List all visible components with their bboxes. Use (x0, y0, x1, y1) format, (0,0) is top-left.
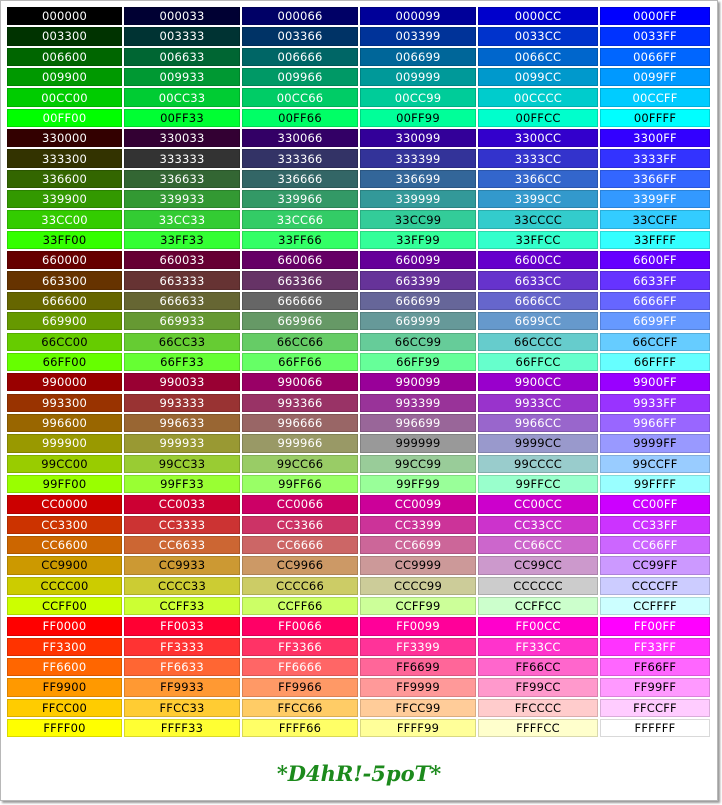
color-swatch: FFFFFF (600, 719, 710, 737)
color-swatch: 99CCFF (600, 455, 710, 473)
color-swatch: 9900FF (600, 373, 710, 391)
color-swatch: FF00FF (600, 617, 710, 635)
color-swatch: 993333 (124, 394, 240, 412)
color-swatch: 33FF33 (124, 231, 240, 249)
color-swatch: CCCC66 (242, 577, 358, 595)
color-swatch: CCCC99 (360, 577, 476, 595)
color-swatch: 33FF66 (242, 231, 358, 249)
color-swatch: 990033 (124, 373, 240, 391)
color-swatch: 99FF99 (360, 475, 476, 493)
color-swatch: 336699 (360, 170, 476, 188)
color-swatch: 006666 (242, 48, 358, 66)
color-swatch: FFFF00 (7, 719, 122, 737)
color-row (7, 271, 712, 291)
color-swatch: CCFF99 (360, 597, 476, 615)
color-swatch: CC0000 (7, 495, 122, 513)
color-swatch: CC33FF (600, 516, 710, 534)
color-swatch: CC9999 (360, 556, 476, 574)
color-swatch: 669933 (124, 312, 240, 330)
color-swatch: 996699 (360, 414, 476, 432)
color-swatch: CCCCCC (478, 577, 598, 595)
color-swatch: 00FFCC (478, 109, 598, 127)
color-swatch: CC0066 (242, 495, 358, 513)
color-swatch: FF0099 (360, 617, 476, 635)
color-swatch: 6699FF (600, 312, 710, 330)
color-swatch: 660099 (360, 251, 476, 269)
color-swatch: 009933 (124, 68, 240, 86)
color-row (7, 7, 712, 27)
color-swatch: 6666CC (478, 292, 598, 310)
color-swatch: CCCC00 (7, 577, 122, 595)
color-swatch: CCFF33 (124, 597, 240, 615)
color-swatch: FF3300 (7, 638, 122, 656)
color-swatch: 33FFCC (478, 231, 598, 249)
color-row (7, 638, 712, 658)
color-swatch: FF33FF (600, 638, 710, 656)
color-swatch: 66FF99 (360, 353, 476, 371)
color-swatch: 333399 (360, 149, 476, 167)
color-swatch: 66CC33 (124, 333, 240, 351)
color-swatch: 003300 (7, 27, 122, 45)
color-swatch: FF9999 (360, 678, 476, 696)
color-swatch: 00FF99 (360, 109, 476, 127)
color-swatch: 3333CC (478, 149, 598, 167)
color-swatch: 330000 (7, 129, 122, 147)
color-swatch: 000000 (7, 7, 122, 25)
color-swatch: 660066 (242, 251, 358, 269)
color-swatch: 663399 (360, 271, 476, 289)
color-swatch: FF6666 (242, 658, 358, 676)
color-swatch: CC66FF (600, 536, 710, 554)
color-swatch: CCFF00 (7, 597, 122, 615)
color-swatch: 993399 (360, 394, 476, 412)
color-swatch: 669966 (242, 312, 358, 330)
color-swatch: FFCCFF (600, 699, 710, 717)
color-swatch: CC0033 (124, 495, 240, 513)
signature-text: *D4hR!-5poT* (276, 761, 442, 786)
color-swatch: 339933 (124, 190, 240, 208)
color-swatch: 3399CC (478, 190, 598, 208)
color-swatch: 66FF00 (7, 353, 122, 371)
color-swatch: 000066 (242, 7, 358, 25)
color-swatch: 0066FF (600, 48, 710, 66)
color-row (7, 292, 712, 312)
color-swatch: 00CC66 (242, 88, 358, 106)
color-row (7, 495, 712, 515)
color-swatch: 00CC99 (360, 88, 476, 106)
color-swatch: 333366 (242, 149, 358, 167)
color-swatch: CCFFFF (600, 597, 710, 615)
color-swatch: FF9900 (7, 678, 122, 696)
color-swatch: 0033CC (478, 27, 598, 45)
color-swatch: CC3333 (124, 516, 240, 534)
color-swatch: 990066 (242, 373, 358, 391)
color-row (7, 88, 712, 108)
color-swatch: 9933CC (478, 394, 598, 412)
color-row (7, 210, 712, 230)
color-swatch: FFFF99 (360, 719, 476, 737)
color-swatch: FF9966 (242, 678, 358, 696)
color-swatch: 999999 (360, 434, 476, 452)
color-swatch: 3300CC (478, 129, 598, 147)
color-swatch: 996600 (7, 414, 122, 432)
color-row (7, 577, 712, 597)
color-swatch: 999966 (242, 434, 358, 452)
color-swatch: 9999FF (600, 434, 710, 452)
color-swatch: FF99CC (478, 678, 598, 696)
color-swatch: 990099 (360, 373, 476, 391)
color-swatch: 33FFFF (600, 231, 710, 249)
color-swatch: 660000 (7, 251, 122, 269)
color-swatch: CC6600 (7, 536, 122, 554)
color-swatch: 99CC00 (7, 455, 122, 473)
color-swatch: 33CC00 (7, 210, 122, 228)
color-swatch: CC99FF (600, 556, 710, 574)
color-swatch: 33CCCC (478, 210, 598, 228)
color-swatch: FF99FF (600, 678, 710, 696)
color-swatch: 009999 (360, 68, 476, 86)
color-swatch: 003333 (124, 27, 240, 45)
color-swatch: CC9900 (7, 556, 122, 574)
color-swatch: 0099CC (478, 68, 598, 86)
color-row (7, 414, 712, 434)
color-swatch: 009966 (242, 68, 358, 86)
color-swatch: FFFF33 (124, 719, 240, 737)
color-swatch: 006600 (7, 48, 122, 66)
color-swatch: FF0066 (242, 617, 358, 635)
color-row (7, 434, 712, 454)
color-swatch: 0000CC (478, 7, 598, 25)
color-swatch: 00CC33 (124, 88, 240, 106)
color-swatch: CC00FF (600, 495, 710, 513)
color-swatch: 9966CC (478, 414, 598, 432)
color-swatch: 9933FF (600, 394, 710, 412)
color-swatch: FFFFCC (478, 719, 598, 737)
color-swatch: FF3399 (360, 638, 476, 656)
color-row (7, 48, 712, 68)
color-swatch: FF00CC (478, 617, 598, 635)
color-row (7, 719, 712, 739)
color-swatch: CCCC33 (124, 577, 240, 595)
color-swatch: 0099FF (600, 68, 710, 86)
color-swatch: 99FF00 (7, 475, 122, 493)
color-swatch: 66FFFF (600, 353, 710, 371)
color-swatch: 99CC33 (124, 455, 240, 473)
color-row (7, 190, 712, 210)
color-swatch: FFCC66 (242, 699, 358, 717)
color-row (7, 333, 712, 353)
web-safe-color-grid (7, 7, 712, 739)
color-swatch: 00CC00 (7, 88, 122, 106)
color-swatch: 333300 (7, 149, 122, 167)
color-swatch: 330099 (360, 129, 476, 147)
color-row (7, 556, 712, 576)
color-swatch: FFCC33 (124, 699, 240, 717)
color-swatch: 66CC66 (242, 333, 358, 351)
color-row (7, 231, 712, 251)
color-row (7, 353, 712, 373)
color-swatch: 336600 (7, 170, 122, 188)
color-swatch: 666633 (124, 292, 240, 310)
color-swatch: CC6633 (124, 536, 240, 554)
color-swatch: FF0033 (124, 617, 240, 635)
color-row (7, 149, 712, 169)
color-swatch: CCCCFF (600, 577, 710, 595)
color-swatch: 33CC99 (360, 210, 476, 228)
color-swatch: 6633CC (478, 271, 598, 289)
color-row (7, 27, 712, 47)
color-swatch: FF3333 (124, 638, 240, 656)
color-swatch: CC3399 (360, 516, 476, 534)
color-swatch: 66CCFF (600, 333, 710, 351)
color-row (7, 536, 712, 556)
color-swatch: 33FF00 (7, 231, 122, 249)
color-swatch: 339966 (242, 190, 358, 208)
color-swatch: 663366 (242, 271, 358, 289)
color-row (7, 455, 712, 475)
color-swatch: 666666 (242, 292, 358, 310)
color-swatch: 66FFCC (478, 353, 598, 371)
color-swatch: FF66FF (600, 658, 710, 676)
color-swatch: FF6600 (7, 658, 122, 676)
color-swatch: 00FF00 (7, 109, 122, 127)
color-row (7, 678, 712, 698)
color-swatch: CC6699 (360, 536, 476, 554)
color-swatch: 669900 (7, 312, 122, 330)
color-swatch: 33CC33 (124, 210, 240, 228)
color-swatch: 66CC99 (360, 333, 476, 351)
color-swatch: 0033FF (600, 27, 710, 45)
color-swatch: 000099 (360, 7, 476, 25)
color-swatch: 000033 (124, 7, 240, 25)
color-swatch: 6633FF (600, 271, 710, 289)
color-row (7, 475, 712, 495)
color-swatch: 330066 (242, 129, 358, 147)
color-swatch: 6699CC (478, 312, 598, 330)
color-swatch: 3300FF (600, 129, 710, 147)
color-swatch: 666600 (7, 292, 122, 310)
color-swatch: 3399FF (600, 190, 710, 208)
color-row (7, 699, 712, 719)
color-swatch: 99FFCC (478, 475, 598, 493)
color-swatch: 3366CC (478, 170, 598, 188)
color-swatch: 33FF99 (360, 231, 476, 249)
color-swatch: 3366FF (600, 170, 710, 188)
color-swatch: CC00CC (478, 495, 598, 513)
color-swatch: CCFF66 (242, 597, 358, 615)
color-swatch: 6600CC (478, 251, 598, 269)
color-swatch: FF66CC (478, 658, 598, 676)
color-swatch: CC66CC (478, 536, 598, 554)
color-row (7, 597, 712, 617)
color-swatch: 66CC00 (7, 333, 122, 351)
color-swatch: 33CC66 (242, 210, 358, 228)
color-swatch: 99FF33 (124, 475, 240, 493)
color-swatch: 336633 (124, 170, 240, 188)
color-row (7, 312, 712, 332)
color-swatch: 00FF33 (124, 109, 240, 127)
color-swatch: 00CCCC (478, 88, 598, 106)
color-swatch: 990000 (7, 373, 122, 391)
color-swatch: 6600FF (600, 251, 710, 269)
color-swatch: 339900 (7, 190, 122, 208)
color-swatch: CC33CC (478, 516, 598, 534)
color-swatch: CCFFCC (478, 597, 598, 615)
color-swatch: 0066CC (478, 48, 598, 66)
color-swatch: 9900CC (478, 373, 598, 391)
color-swatch: 0000FF (600, 7, 710, 25)
color-swatch: 6666FF (600, 292, 710, 310)
color-swatch: 9966FF (600, 414, 710, 432)
color-swatch: CC99CC (478, 556, 598, 574)
color-swatch: 66FF33 (124, 353, 240, 371)
color-swatch: 99FF66 (242, 475, 358, 493)
color-swatch: FF6633 (124, 658, 240, 676)
color-swatch: FFCC99 (360, 699, 476, 717)
color-row (7, 394, 712, 414)
color-row (7, 658, 712, 678)
color-swatch: 993300 (7, 394, 122, 412)
color-row (7, 617, 712, 637)
color-swatch: CC0099 (360, 495, 476, 513)
color-row (7, 109, 712, 129)
color-swatch: 00FF66 (242, 109, 358, 127)
color-swatch: 9999CC (478, 434, 598, 452)
color-swatch: 00FFFF (600, 109, 710, 127)
color-swatch: FF9933 (124, 678, 240, 696)
color-row (7, 129, 712, 149)
color-row (7, 170, 712, 190)
color-swatch: CC9966 (242, 556, 358, 574)
color-swatch: 66CCCC (478, 333, 598, 351)
color-swatch: 993366 (242, 394, 358, 412)
color-swatch: FF3366 (242, 638, 358, 656)
color-swatch: 333333 (124, 149, 240, 167)
color-swatch: 006633 (124, 48, 240, 66)
color-swatch: FF0000 (7, 617, 122, 635)
color-swatch: 996633 (124, 414, 240, 432)
color-swatch: CC9933 (124, 556, 240, 574)
color-swatch: FF6699 (360, 658, 476, 676)
color-swatch: 003399 (360, 27, 476, 45)
color-row (7, 516, 712, 536)
color-swatch: 003366 (242, 27, 358, 45)
color-swatch: 009900 (7, 68, 122, 86)
color-swatch: 3333FF (600, 149, 710, 167)
color-swatch: 666699 (360, 292, 476, 310)
color-swatch: 99CC99 (360, 455, 476, 473)
color-swatch: 00CCFF (600, 88, 710, 106)
color-swatch: 330033 (124, 129, 240, 147)
color-swatch: 339999 (360, 190, 476, 208)
color-swatch: FF33CC (478, 638, 598, 656)
color-swatch: 66FF66 (242, 353, 358, 371)
color-swatch: 663333 (124, 271, 240, 289)
color-swatch: 33CCFF (600, 210, 710, 228)
color-swatch: 660033 (124, 251, 240, 269)
color-swatch: FFFF66 (242, 719, 358, 737)
color-swatch: 006699 (360, 48, 476, 66)
color-row (7, 68, 712, 88)
color-swatch: FFCC00 (7, 699, 122, 717)
color-swatch: 996666 (242, 414, 358, 432)
color-swatch: 669999 (360, 312, 476, 330)
color-swatch: 99CCCC (478, 455, 598, 473)
color-swatch: 99FFFF (600, 475, 710, 493)
color-swatch: CC6666 (242, 536, 358, 554)
color-swatch: 999900 (7, 434, 122, 452)
color-swatch: FFCCCC (478, 699, 598, 717)
color-swatch: CC3300 (7, 516, 122, 534)
color-row (7, 251, 712, 271)
color-swatch: CC3366 (242, 516, 358, 534)
color-swatch: 999933 (124, 434, 240, 452)
color-swatch: 336666 (242, 170, 358, 188)
color-swatch: 99CC66 (242, 455, 358, 473)
color-swatch: 663300 (7, 271, 122, 289)
color-row (7, 373, 712, 393)
